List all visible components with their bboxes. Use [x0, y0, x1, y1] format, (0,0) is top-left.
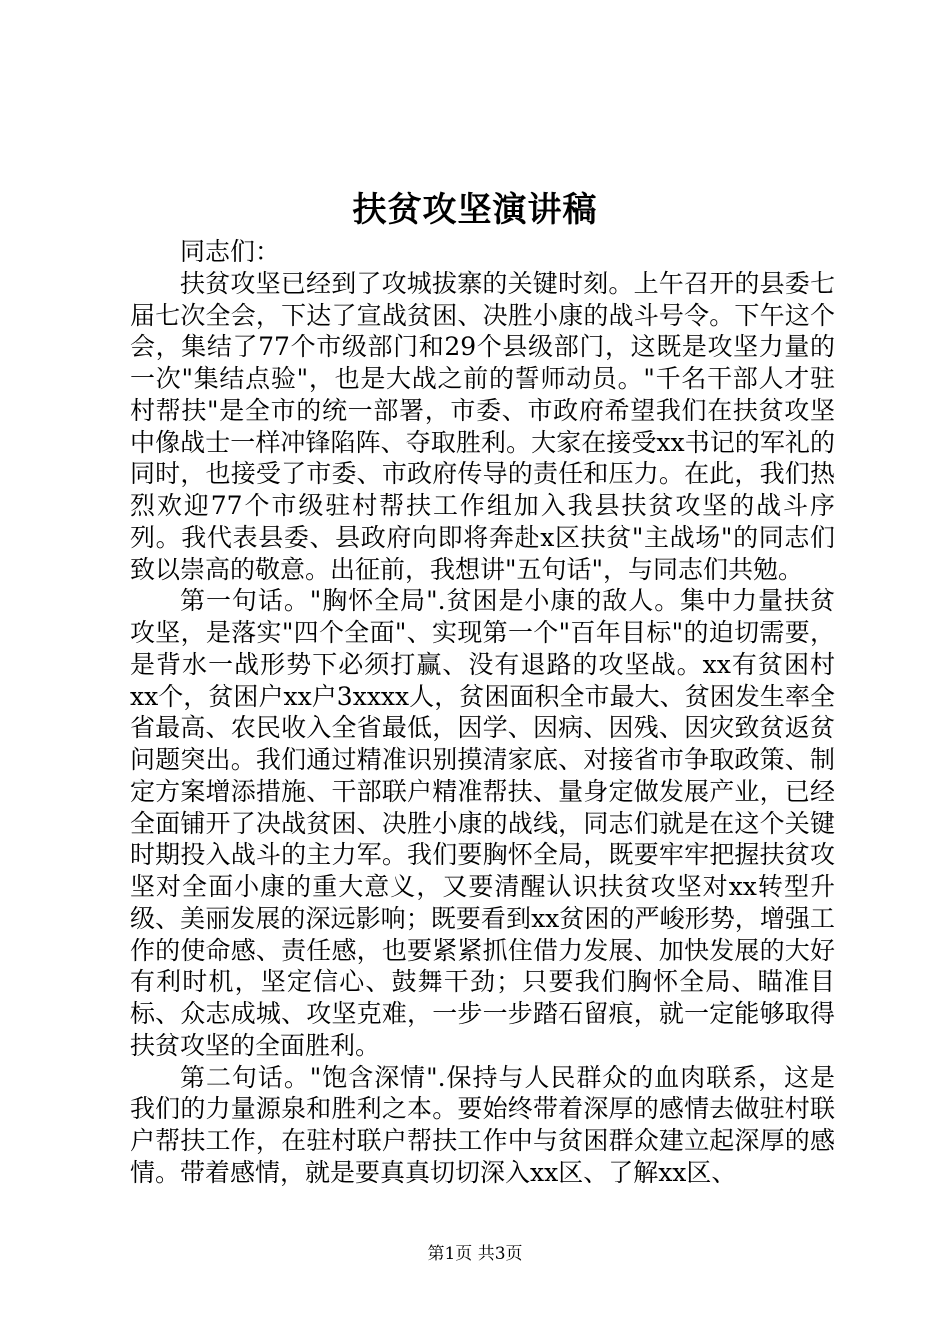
body-paragraph-1: 扶贫攻坚已经到了攻城拔寨的关键时刻。上午召开的县委七届七次全会，下达了宣战贫困、决胜小康的战斗号令。下午这个会，集结了77个市级部门和29个县级部门，这既是攻坚力量的一次"集结点验"，也是大战之前的誓师动员。"千名干部人才驻村帮扶"是全市的统一部署，市委、市政府希望我们在扶贫攻坚中像战士一样冲锋陷阵、夺取胜利。大家在接受xx书记的军礼的同时，也接受了市委、市政府传导的责任和压力。在此，我们热烈欢迎77个市级驻村帮扶工作组加入我县扶贫攻坚的战斗序列。我代表县委、县政府向即将奔赴x区扶贫"主战场"的同志们致以崇高的敬意。出征前，我想讲"五句话"，与同志们共勉。: [130, 268, 835, 584]
body-paragraph-3: 第二句话。"饱含深情".保持与人民群众的血肉联系，这是我们的力量源泉和胜利之本。要始终带着深厚的感情去做驻村联户帮扶工作，在驻村联户帮扶工作中与贫困群众建立起深厚的感情。带着感情，就是要真真切切深入xx区、了解xx区、: [130, 1062, 835, 1187]
page-footer: 第1页 共3页: [427, 1244, 523, 1264]
salutation: 同志们：: [180, 237, 281, 266]
document-title: 扶贫攻坚演讲稿: [352, 190, 598, 230]
body-paragraph-2: 第一句话。"胸怀全局".贫困是小康的敌人。集中力量扶贫攻坚，是落实"四个全面"、实现第一个"百年目标"的迫切需要，是背水一战形势下必须打赢、没有退路的攻坚战。xx有贫困村xx个，贫困户xx户3xxxx人，贫困面积全市最大、贫困发生率全省最高、农民收入全省最低，因学、因病、因残、因灾致贫返贫问题突出。我们通过精准识别摸清家底、对接省市争取政策、制定方案增添措施、干部联户精准帮扶、量身定做发展产业，已经全面铺开了决战贫困、决胜小康的战线，同志们就是在这个关键时期投入战斗的主力军。我们要胸怀全局，既要牢牢把握扶贫攻坚对全面小康的重大意义，又要清醒认识扶贫攻坚对xx转型升级、美丽发展的深远影响；既要看到xx贫困的严峻形势，增强工作的使命感、责任感，也要紧紧抓住借力发展、加快发展的大好有利时机，坚定信心、鼓舞干劲；只要我们胸怀全局、瞄准目标、众志成城、攻坚克难，一步一步踏石留痕，就一定能够取得扶贫攻坚的全面胜利。: [130, 586, 835, 1060]
document-body: [130, 236, 835, 1189]
